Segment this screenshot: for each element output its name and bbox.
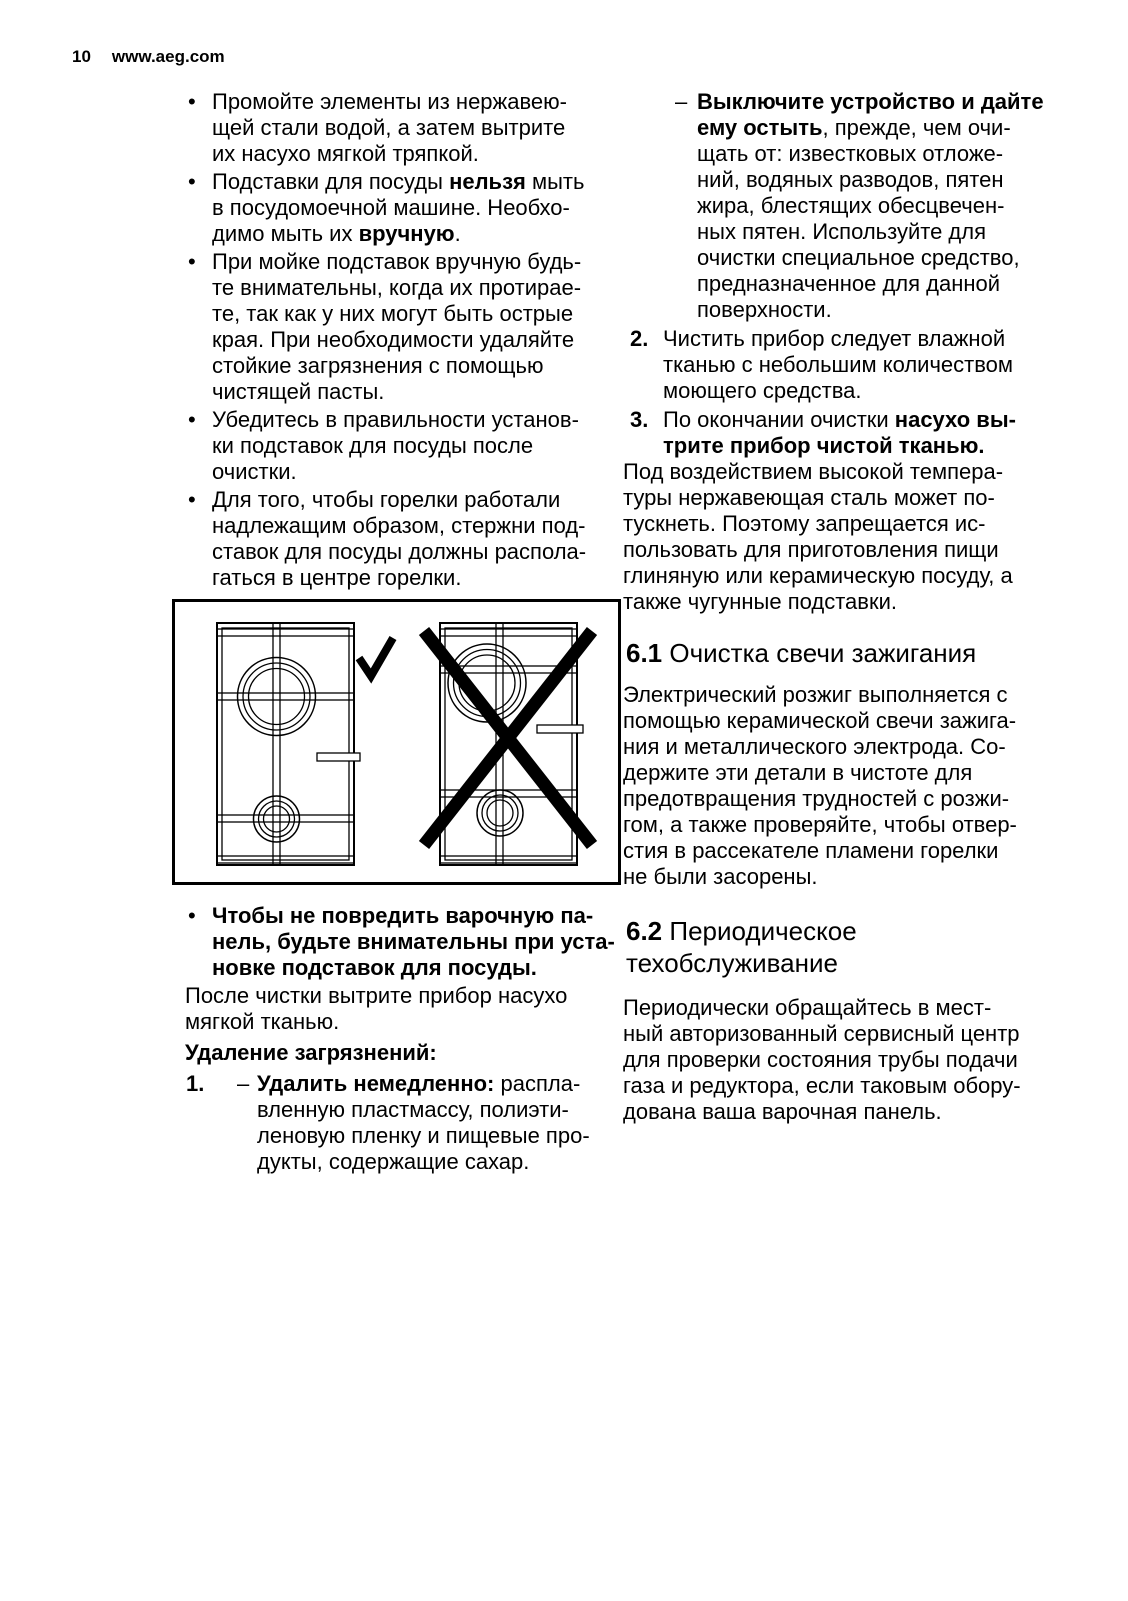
bullet-icon: •: [188, 903, 196, 928]
right-column: [623, 89, 1067, 1125]
bullet-icon: •: [188, 169, 196, 194]
bullet-icon: •: [188, 89, 196, 114]
list-item-text: Чтобы не повредить варочную па- нель, будьте внимательны при уста- новке подставок для посуды.: [212, 903, 615, 980]
numbered-item-text: Чистить прибор следует влажной тканью с небольшим количеством моющего средства.: [663, 326, 1014, 403]
list-item: [172, 487, 612, 591]
hob-grate-figure: [172, 599, 621, 885]
left-column: [172, 89, 615, 1175]
numbered-item-text: По окончании очистки насухо вы- трите прибор чистой тканью.: [663, 407, 1016, 458]
dash-marker: –: [237, 1071, 250, 1096]
figure-border: [174, 601, 620, 884]
item-number: 3.: [630, 407, 649, 432]
section-6-2-paragraph: Периодически обращайтесь в мест- ный авторизованный сервисный центр для проверки состояния трубы подачи газа и редуктора, если таковым обору- дована ваша варочная панель.: [623, 995, 1021, 1124]
dash-item: [623, 89, 1067, 323]
paragraph: Под воздействием высокой темпера- туры нержавеющая сталь может по- тускнеть. Поэтому запрещается ис- пользовать для приготовления пищи глиняную или керамическую посуду, а также чугунные подставки.: [623, 459, 1013, 614]
list-item: [172, 249, 612, 405]
bullet-icon: •: [188, 407, 196, 432]
paragraph: После чистки вытрите прибор насухо мягкой тканью.: [185, 983, 568, 1034]
section-6-1-paragraph: Электрический розжиг выполняется с помощью керамической свечи зажига- ния и металлического электрода. Со- держите эти детали в чистоте для предотвращения трудностей с розжи- гом, а также проверяйте, чтобы отвер- стия в рассекателе пламени горелки не были засорены.: [623, 682, 1017, 889]
removal-heading: Удаление загрязнений:: [185, 1040, 437, 1065]
list-item: [172, 903, 615, 981]
section-6-1-heading: 6.1 Очистка свечи зажигания: [626, 638, 977, 668]
dash-item-text: Выключите устройство и дайте ему остыть, прежде, чем очи- щать от: известковых отложе- ний, водяных разводов, пятен жира, блестящих обесцвечен- ных пятен. Используйте для очистки специальное средство, предназначенное для данной поверхности.: [697, 89, 1044, 322]
page-number: 10: [72, 47, 91, 66]
numbered-item: [623, 326, 1067, 404]
list-item-text: Подставки для посуды нельзя мыть в посудомоечной машине. Необхо- димо мыть их вручную.: [212, 169, 585, 246]
dash-marker: –: [675, 89, 688, 114]
list-item: [172, 89, 612, 167]
numbered-item: [172, 1071, 612, 1175]
site-url: www.aeg.com: [111, 47, 225, 66]
numbered-item: [623, 407, 1067, 459]
bullet-icon: •: [188, 249, 196, 274]
item-number: 1.: [186, 1071, 205, 1096]
list-item-text: Промойте элементы из нержавею- щей стали водой, а затем вытрите их насухо мягкой тряпкой.: [212, 89, 567, 166]
page-header: [72, 47, 225, 67]
bullet-icon: •: [188, 487, 196, 512]
numbered-item-text: Удалить немедленно: распла- вленную пластмассу, полиэти- леновую пленку и пищевые про- дукты, содержащие сахар.: [257, 1071, 590, 1174]
section-6-2-heading: 6.2 Периодическое техобслуживание: [626, 916, 857, 978]
list-item-text: При мойке подставок вручную будь- те внимательны, когда их протирае- те, так как у них могут быть острые края. При необходимости удаляйте стойкие загрязнения с помощью чистящей пасты.: [212, 249, 582, 404]
list-item: [172, 407, 612, 485]
item-number: 2.: [630, 326, 649, 351]
list-item-text: Для того, чтобы горелки работали надлежащим образом, стержни под- ставок для посуды должны распола- гаться в центре горелки.: [212, 487, 587, 590]
list-item-text: Убедитесь в правильности установ- ки подставок для посуды после очистки.: [212, 407, 579, 484]
list-item: [172, 169, 612, 247]
